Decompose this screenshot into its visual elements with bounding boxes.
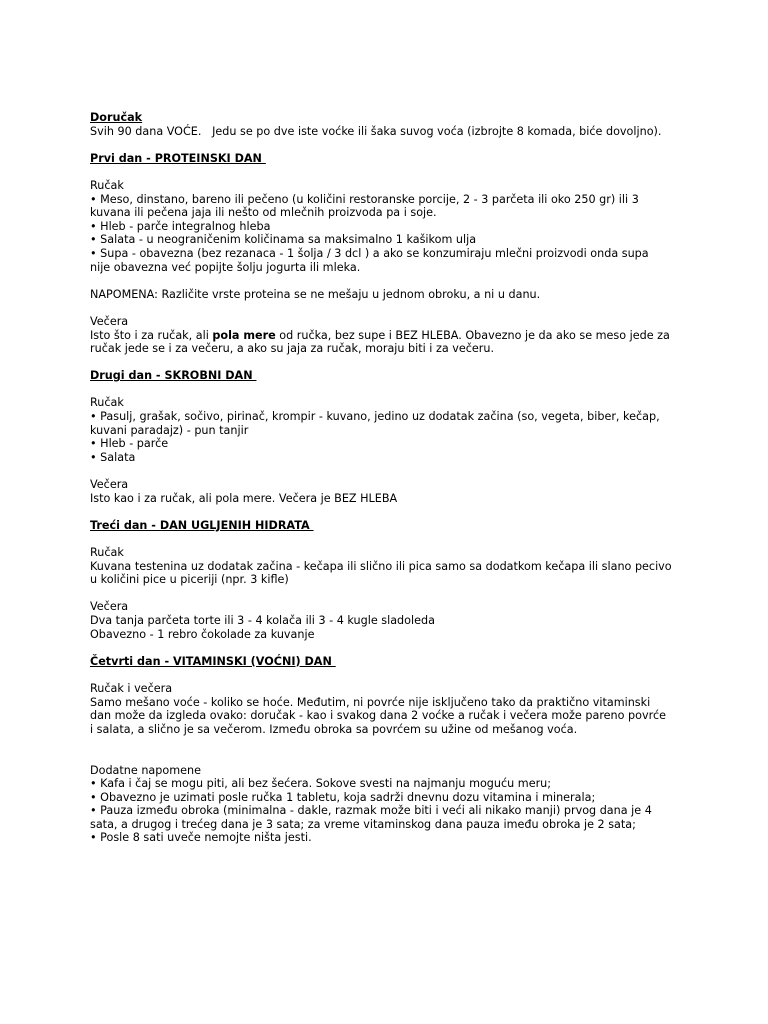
day1-dinner-post: od ručka, bez supe i BEZ HLEBA. Obavezno je da ako se meso jede za	[275, 328, 670, 342]
day1-lunch-line: nije obavezna već popijte šolju jogurta ili mleka.	[90, 260, 361, 274]
day3-dinner-line: Dva tanja parčeta torte ili 3 - 4 kolača ili 3 - 4 kugle sladoleda	[90, 613, 435, 627]
document-page	[90, 111, 730, 845]
day4-meal-label: Ručak i večera	[90, 681, 173, 695]
extra-note-line: • Pauza između obroka (minimalna - dakle, razmak može biti i veći ali nikako manji) prvog dana je 4	[90, 804, 652, 818]
day2-lunch-label: Ručak	[90, 396, 124, 410]
day4-heading: Četvrti dan - VITAMINSKI (VOĆNI) DAN	[90, 654, 336, 668]
breakfast-text: Svih 90 dana VOĆE. Jedu se po dve iste voćke ili šaka suvog voća (izbrojte 8 komada, biće dovoljno).	[90, 124, 662, 138]
extra-note-line: • Obavezno je uzimati posle ručka 1 tabletu, koja sadrži dnevnu dozu vitamina i minerala;	[90, 790, 596, 804]
day1-dinner-bold: pola mere	[212, 328, 276, 342]
day1-dinner-line: ručak jede se i za večeru, a ako su jaja za ručak, moraju biti i za večeru.	[90, 342, 495, 356]
extra-note-line: sata, a drugog i trećeg dana je 3 sata; za vreme vitaminskog dana pauza imeđu obroka je 2 sata;	[90, 817, 636, 831]
day4-meal-line: dan može da izgleda ovako: doručak - kao i svakog dana 2 voćke a ručak i večera može pareno povrće	[90, 709, 667, 723]
day2-lunch-line: • Hleb - parče	[90, 437, 169, 451]
day3-lunch-line: u količini pice u piceriji (npr. 3 kifle)	[90, 573, 289, 587]
day2-lunch-line: kuvani paradajz) - pun tanjir	[90, 423, 249, 437]
extra-note-line: • Posle 8 sati uveče nemojte ništa jesti.	[90, 831, 312, 845]
day3-heading: Treći dan - DAN UGLJENIH HIDRATA	[90, 518, 314, 532]
day1-lunch-line: • Salata - u neograničenim količinama sa maksimalno 1 kašikom ulja	[90, 233, 477, 247]
day2-lunch-line: • Salata	[90, 450, 136, 464]
day2-lunch-line: • Pasulj, grašak, sočivo, pirinač, krompir - kuvano, jedino uz dodatak začina (so, vegeta, biber, kečap,	[90, 410, 660, 424]
day1-lunch-line: • Hleb - parče integralnog hleba	[90, 219, 271, 233]
extra-notes-label: Dodatne napomene	[90, 763, 201, 777]
day1-lunch-label: Ručak	[90, 178, 124, 192]
day1-lunch-line: • Supa - obavezna (bez rezanaca - 1 šolja / 3 dcl ) a ako se konzumiraju mlečni proizvodi onda supa	[90, 246, 649, 260]
day1-lunch-line: kuvana ili pečena jaja ili nešto od mlečnih proizvoda pa i soje.	[90, 206, 437, 220]
day2-dinner-line: Isto kao i za ručak, ali pola mere. Večera je BEZ HLEBA	[90, 491, 398, 505]
day3-dinner-label: Večera	[90, 600, 129, 614]
day1-dinner-label: Večera	[90, 314, 129, 328]
day3-lunch-line: Kuvana testenina uz dodatak začina - kečapa ili slično ili pica samo sa dodatkom kečapa ili slano pecivo	[90, 559, 672, 573]
day1-note: NAPOMENA: Različite vrste proteina se ne mešaju u jednom obroku, a ni u danu.	[90, 287, 541, 301]
day4-meal-line: i salata, a slično je sa večerom. Između obroka sa povrćem su užine od mešanog voća.	[90, 722, 578, 736]
day4-meal-line: Samo mešano voće - koliko se hoće. Međutim, ni povrće nije isključeno tako da praktično vitaminski	[90, 695, 651, 709]
day1-dinner-pre: Isto što i za ručak, ali	[90, 328, 213, 342]
day1-lunch-line: • Meso, dinstano, bareno ili pečeno (u količini restoranske porcije, 2 - 3 parčeta ili oko 250 gr) ili 3	[90, 192, 639, 206]
extra-note-line: • Kafa i čaj se mogu piti, ali bez šećera. Sokove svesti na najmanju moguću meru;	[90, 777, 552, 791]
day2-heading: Drugi dan - SKROBNI DAN	[90, 369, 257, 383]
day1-dinner-line	[90, 329, 730, 343]
day1-heading: Prvi dan - PROTEINSKI DAN	[90, 151, 266, 165]
breakfast-heading: Doručak	[90, 111, 143, 124]
day3-dinner-line: Obavezno - 1 rebro čokolade za kuvanje	[90, 627, 315, 641]
day3-lunch-label: Ručak	[90, 546, 124, 559]
day2-dinner-label: Večera	[90, 478, 129, 492]
